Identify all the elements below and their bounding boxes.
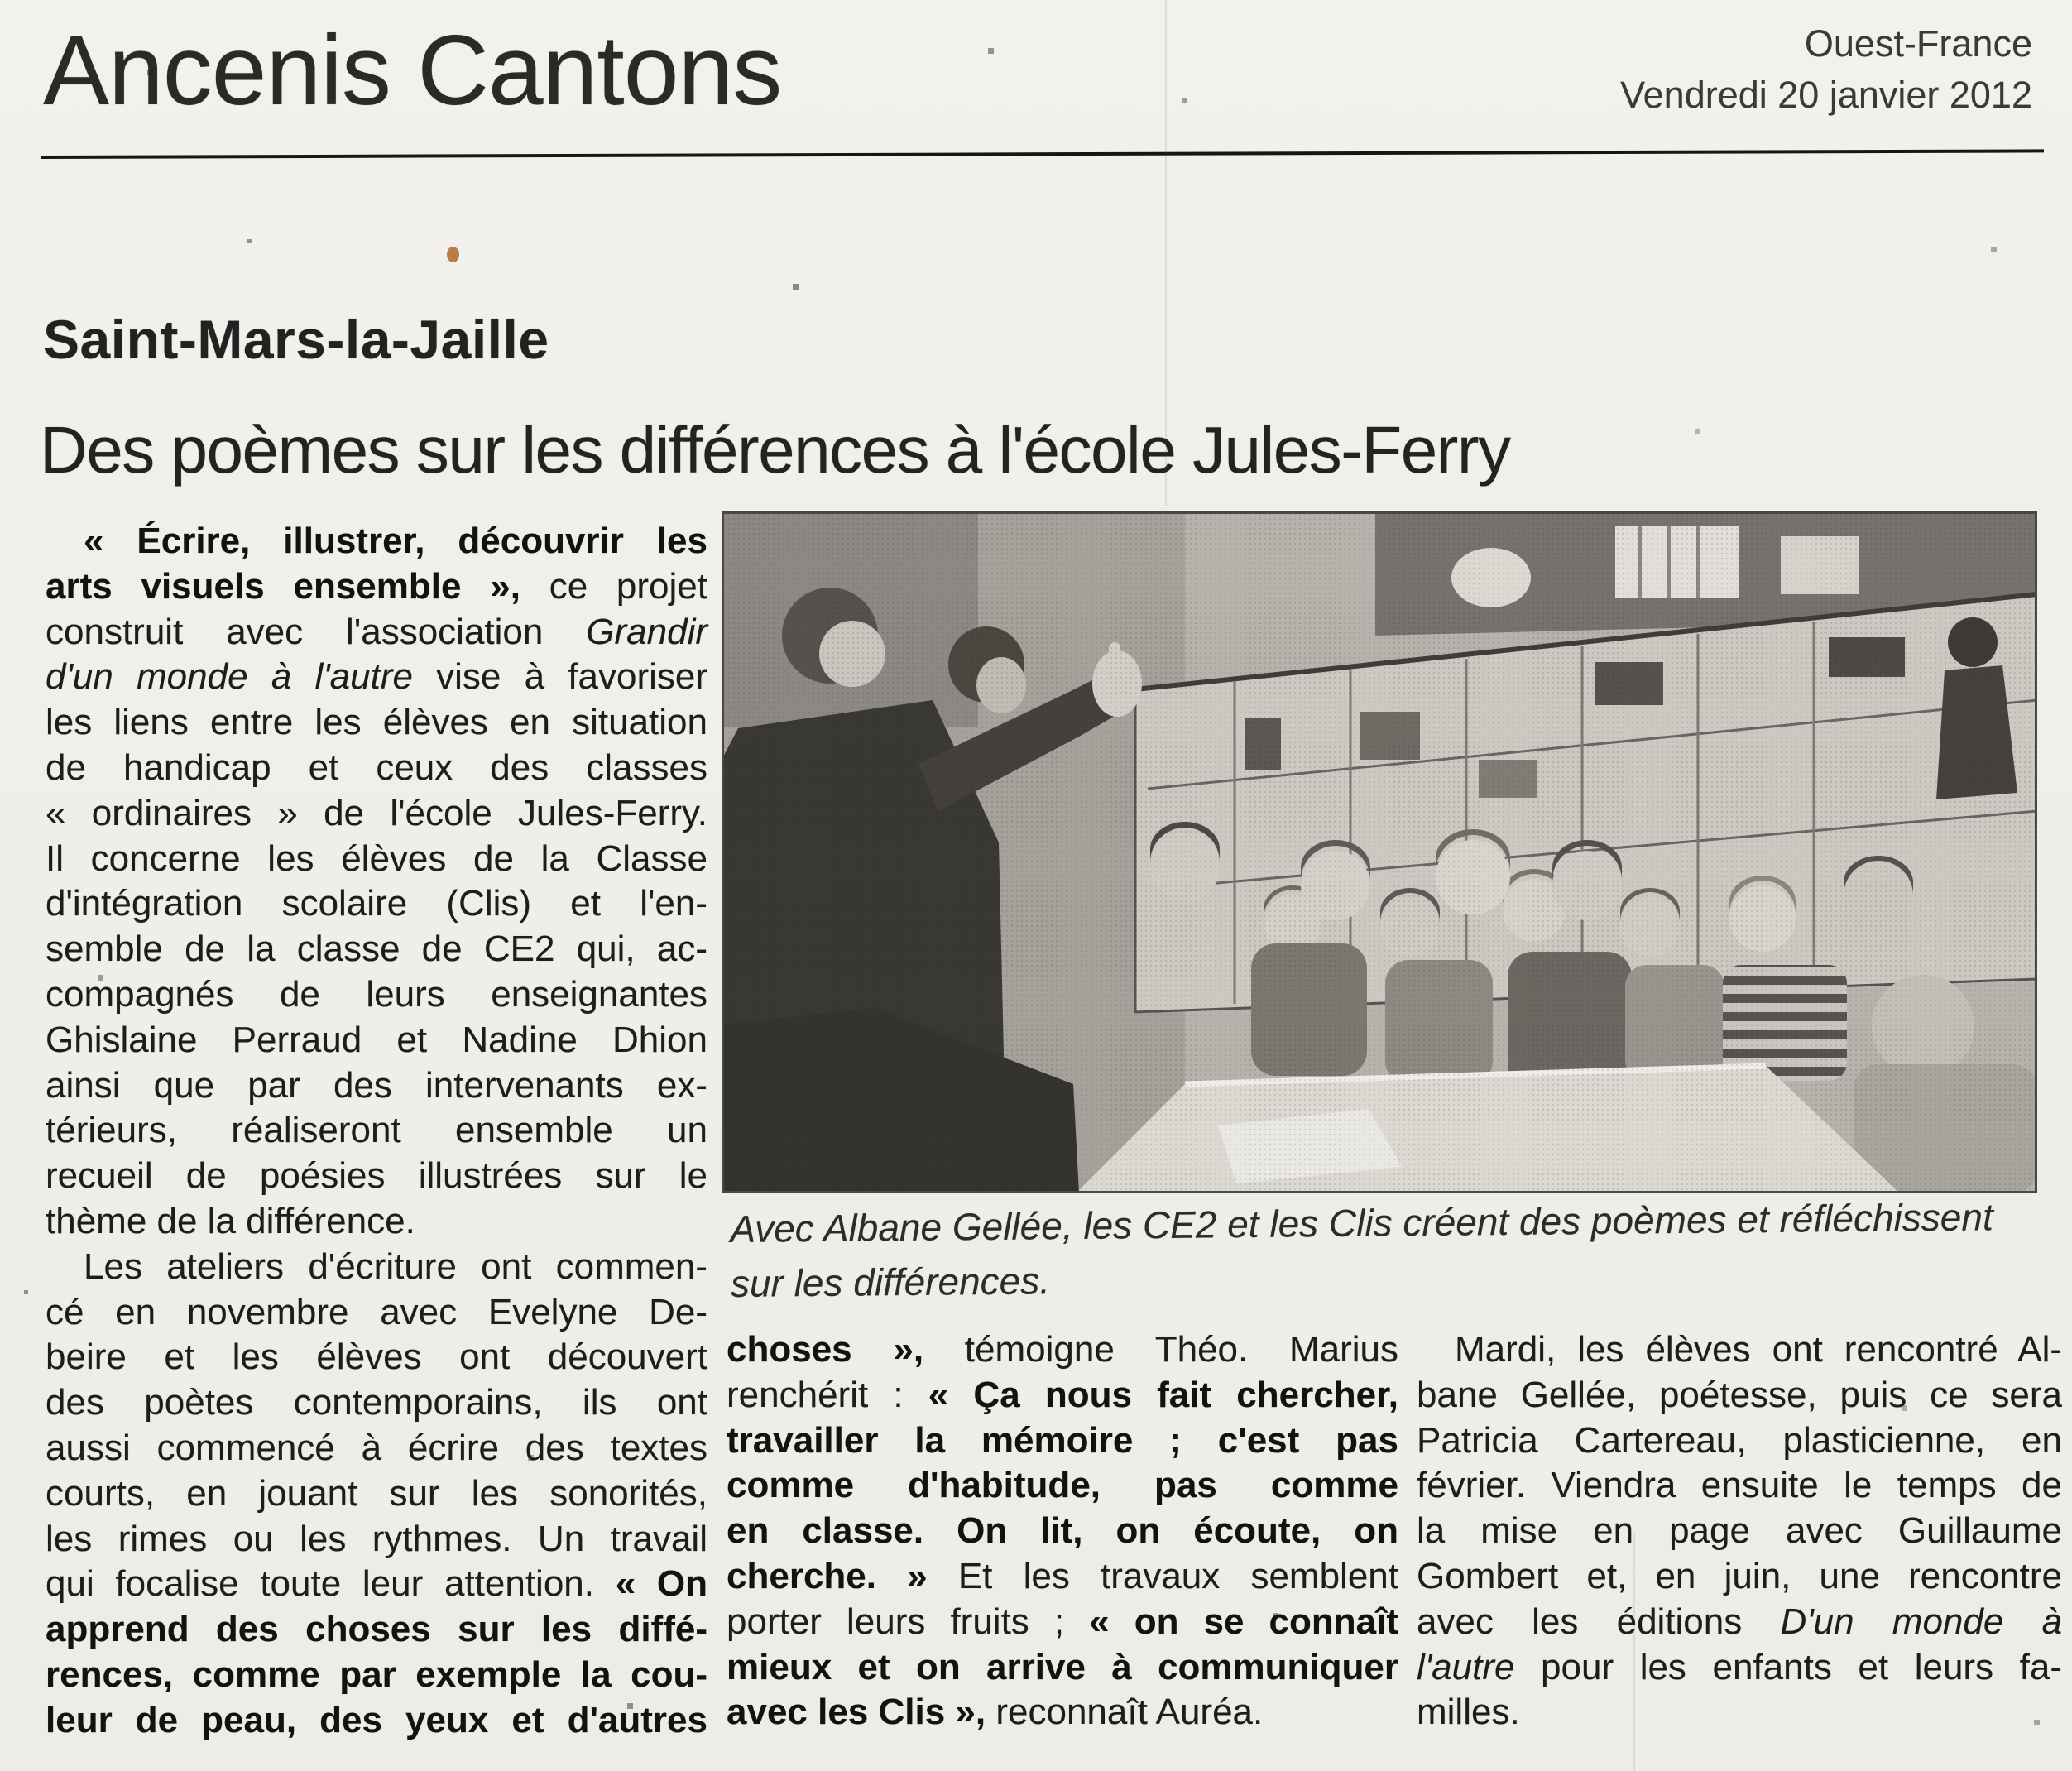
- photo-caption: [730, 1189, 2038, 1311]
- article-line: de handicap et ceux des classes: [46, 746, 707, 788]
- article-line: choses », témoigne Théo. Marius: [727, 1329, 1398, 1370]
- section-title: Ancenis Cantons: [43, 15, 782, 126]
- article-line: thème de la différence.: [46, 1200, 415, 1241]
- article-column-2: [727, 1327, 1398, 1735]
- photo-caption-line: Avec Albane Gellée, les CE2 et les Clis créent des poèmes et réfléchissent: [730, 1195, 1993, 1250]
- article-line: courts, en jouant sur les sonorités,: [46, 1472, 707, 1514]
- publication-date: Vendredi 20 janvier 2012: [1620, 74, 2032, 117]
- article-line: ainsi que par des intervenants ex-: [46, 1064, 707, 1106]
- publication-name: Ouest-France: [1804, 22, 2032, 65]
- article-line: la mise en page avec Guillaume: [1417, 1510, 2062, 1552]
- commune-heading: Saint-Mars-la-Jaille: [43, 309, 549, 370]
- article-photo: [722, 511, 2037, 1193]
- fold-crease-top: [1165, 0, 1167, 506]
- article-line: Il concerne les élèves de la Classe: [46, 838, 707, 879]
- scan-specks: [0, 0, 2, 2]
- article-line: février. Viendra ensuite le temps de: [1417, 1465, 2062, 1506]
- article-line: « Écrire, illustrer, découvrir les: [84, 521, 707, 561]
- fold-crease-bottom: [1633, 1533, 1635, 1771]
- article-line: Mardi, les élèves ont rencontré Al-: [1455, 1329, 2062, 1370]
- article-line: porter leurs fruits ; « on se connaît: [727, 1601, 1398, 1642]
- article-line: cherche. » Et les travaux semblent: [727, 1555, 1398, 1596]
- article-line: d'un monde à l'autre vise à favoriser: [46, 656, 707, 698]
- article-column-1: [46, 519, 707, 1744]
- article-line: Ghislaine Perraud et Nadine Dhion: [46, 1019, 707, 1060]
- article-line: compagnés de leurs enseignantes: [46, 973, 707, 1015]
- article-line: rences, comme par exemple la cou-: [46, 1653, 707, 1695]
- article-headline: Des poèmes sur les différences à l'école Jules-Ferry: [40, 413, 1510, 487]
- article-line: recueil de poésies illustrées sur le: [46, 1155, 707, 1197]
- article-line: térieurs, réaliseront ensemble un: [46, 1110, 707, 1151]
- article-line: en classe. On lit, on écoute, on: [727, 1510, 1398, 1552]
- article-line: semble de la classe de CE2 qui, ac-: [46, 929, 707, 970]
- article-line: les rimes ou les rythmes. Un travail: [46, 1518, 707, 1559]
- article-line: comme d'habitude, pas comme: [727, 1465, 1398, 1506]
- article-line: l'autre pour les enfants et leurs fa-: [1417, 1646, 2062, 1687]
- article-line: d'intégration scolaire (Clis) et l'en-: [46, 883, 707, 924]
- header-rule: [41, 149, 2044, 159]
- article-column-3: [1417, 1327, 2062, 1735]
- article-line: « ordinaires » de l'école Jules-Ferry.: [46, 792, 707, 833]
- article-line: beire et les élèves ont découvert: [46, 1337, 707, 1378]
- article-line: Les ateliers d'écriture ont commen-: [84, 1245, 707, 1287]
- article-line: avec les Clis », reconnaît Auréa.: [727, 1692, 1264, 1733]
- article-line: des poètes contemporains, ils ont: [46, 1382, 707, 1423]
- article-line: arts visuels ensemble », ce projet: [46, 565, 707, 607]
- article-line: Patricia Cartereau, plasticienne, en: [1417, 1419, 2062, 1461]
- article-line: avec les éditions D'un monde à: [1417, 1601, 2062, 1642]
- article-line: les liens entre les élèves en situation: [46, 702, 707, 743]
- publication-meta: [1620, 18, 2032, 121]
- photo-caption-line: sur les différences.: [730, 1259, 1051, 1305]
- article-line: travailler la mémoire ; c'est pas: [727, 1419, 1398, 1461]
- article-line: leur de peau, des yeux et d'autres: [46, 1699, 707, 1740]
- article-line: bane Gellée, poétesse, puis ce sera: [1417, 1374, 2062, 1415]
- classroom-photo-illustration: [722, 511, 2037, 1193]
- article-line: qui focalise toute leur attention. « On: [46, 1563, 707, 1605]
- article-line: construit avec l'association Grandir: [46, 611, 707, 652]
- article-line: cé en novembre avec Evelyne De-: [46, 1291, 707, 1332]
- article-line: milles.: [1417, 1692, 1520, 1733]
- paper-stain: [447, 247, 459, 262]
- article-line: Gombert et, en juin, une rencontre: [1417, 1555, 2062, 1596]
- article-line: renchérit : « Ça nous fait chercher,: [727, 1374, 1398, 1415]
- article-line: mieux et on arrive à communiquer: [727, 1646, 1398, 1687]
- article-line: aussi commencé à écrire des textes: [46, 1427, 707, 1468]
- article-line: apprend des choses sur les diffé-: [46, 1609, 707, 1650]
